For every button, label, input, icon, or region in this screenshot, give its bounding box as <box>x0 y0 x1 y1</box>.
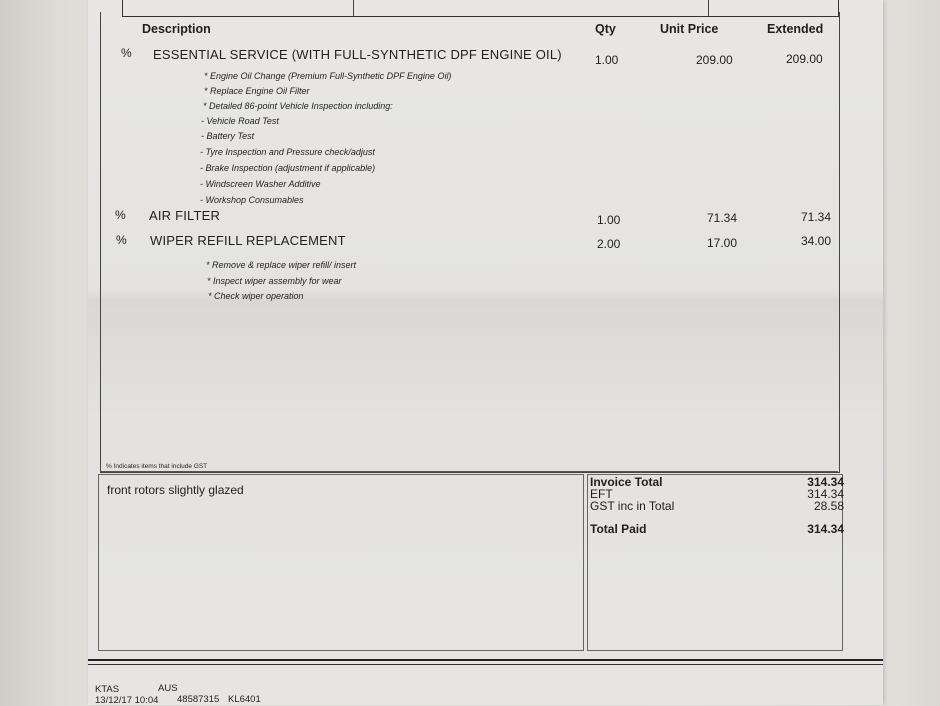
footer-ref2: KL6401 <box>228 694 261 705</box>
total-paid-value: 314.34 <box>807 522 844 536</box>
gst-marker: % <box>121 46 132 60</box>
item-description: ESSENTIAL SERVICE (WITH FULL-SYNTHETIC DPF ENGINE OIL) <box>153 47 562 62</box>
total-paid-label: Total Paid <box>590 522 647 536</box>
item-detail: * Detailed 86-point Vehicle Inspection including: <box>203 101 393 111</box>
notes-text: front rotors slightly glazed <box>107 483 244 497</box>
item-detail: - Tyre Inspection and Pressure check/adjust <box>200 147 375 157</box>
gst-total-value: 28.58 <box>813 499 844 513</box>
footer-ref1: 48587315 <box>177 694 220 705</box>
notes-box <box>98 474 584 651</box>
col-header-extended: Extended <box>767 22 824 36</box>
item-detail: - Windscreen Washer Additive <box>200 179 321 189</box>
item-detail: * Remove & replace wiper refill/ insert <box>206 260 357 270</box>
item-detail: - Battery Test <box>201 131 255 141</box>
invoice-total-value: 314.34 <box>807 475 844 489</box>
footer-country: AUS <box>158 683 178 694</box>
item-qty: 2.00 <box>597 237 621 251</box>
item-unit-price: 17.00 <box>707 236 738 250</box>
footer-datetime: 13/12/17 10:04 <box>95 695 159 706</box>
item-detail: * Inspect wiper assembly for wear <box>207 276 342 286</box>
eft-label: EFT <box>590 487 613 501</box>
gst-total-label: GST inc in Total <box>590 499 675 513</box>
item-unit-price: 71.34 <box>707 211 738 225</box>
item-qty: 1.00 <box>595 53 619 67</box>
gst-marker: % <box>115 208 126 222</box>
item-description: AIR FILTER <box>149 208 221 223</box>
item-extended: 34.00 <box>801 234 832 248</box>
item-description: WIPER REFILL REPLACEMENT <box>150 233 346 248</box>
gst-marker: % <box>116 233 127 247</box>
item-detail: * Replace Engine Oil Filter <box>204 86 310 96</box>
col-header-unit-price: Unit Price <box>660 22 719 36</box>
item-detail: - Vehicle Road Test <box>201 116 279 126</box>
item-detail: * Engine Oil Change (Premium Full-Synthetic DPF Engine Oil) <box>204 71 452 81</box>
item-qty: 1.00 <box>597 213 621 227</box>
invoice-total-label: Invoice Total <box>590 475 663 489</box>
gst-note: % Indicates items that include GST <box>106 463 208 470</box>
col-header-description: Description <box>142 22 211 36</box>
item-detail: - Brake Inspection (adjustment if applicable) <box>200 163 376 173</box>
col-header-qty: Qty <box>595 22 616 36</box>
item-detail: * Check wiper operation <box>208 291 304 301</box>
divider <box>100 471 838 472</box>
item-unit-price: 209.00 <box>696 53 733 67</box>
item-extended: 209.00 <box>786 52 823 66</box>
item-extended: 71.34 <box>801 210 832 224</box>
eft-value: 314.34 <box>807 487 844 501</box>
item-detail: - Workshop Consumables <box>200 195 304 205</box>
footer-code: KTAS <box>95 684 120 695</box>
footer-rule <box>88 659 883 661</box>
footer-rule <box>88 664 883 665</box>
